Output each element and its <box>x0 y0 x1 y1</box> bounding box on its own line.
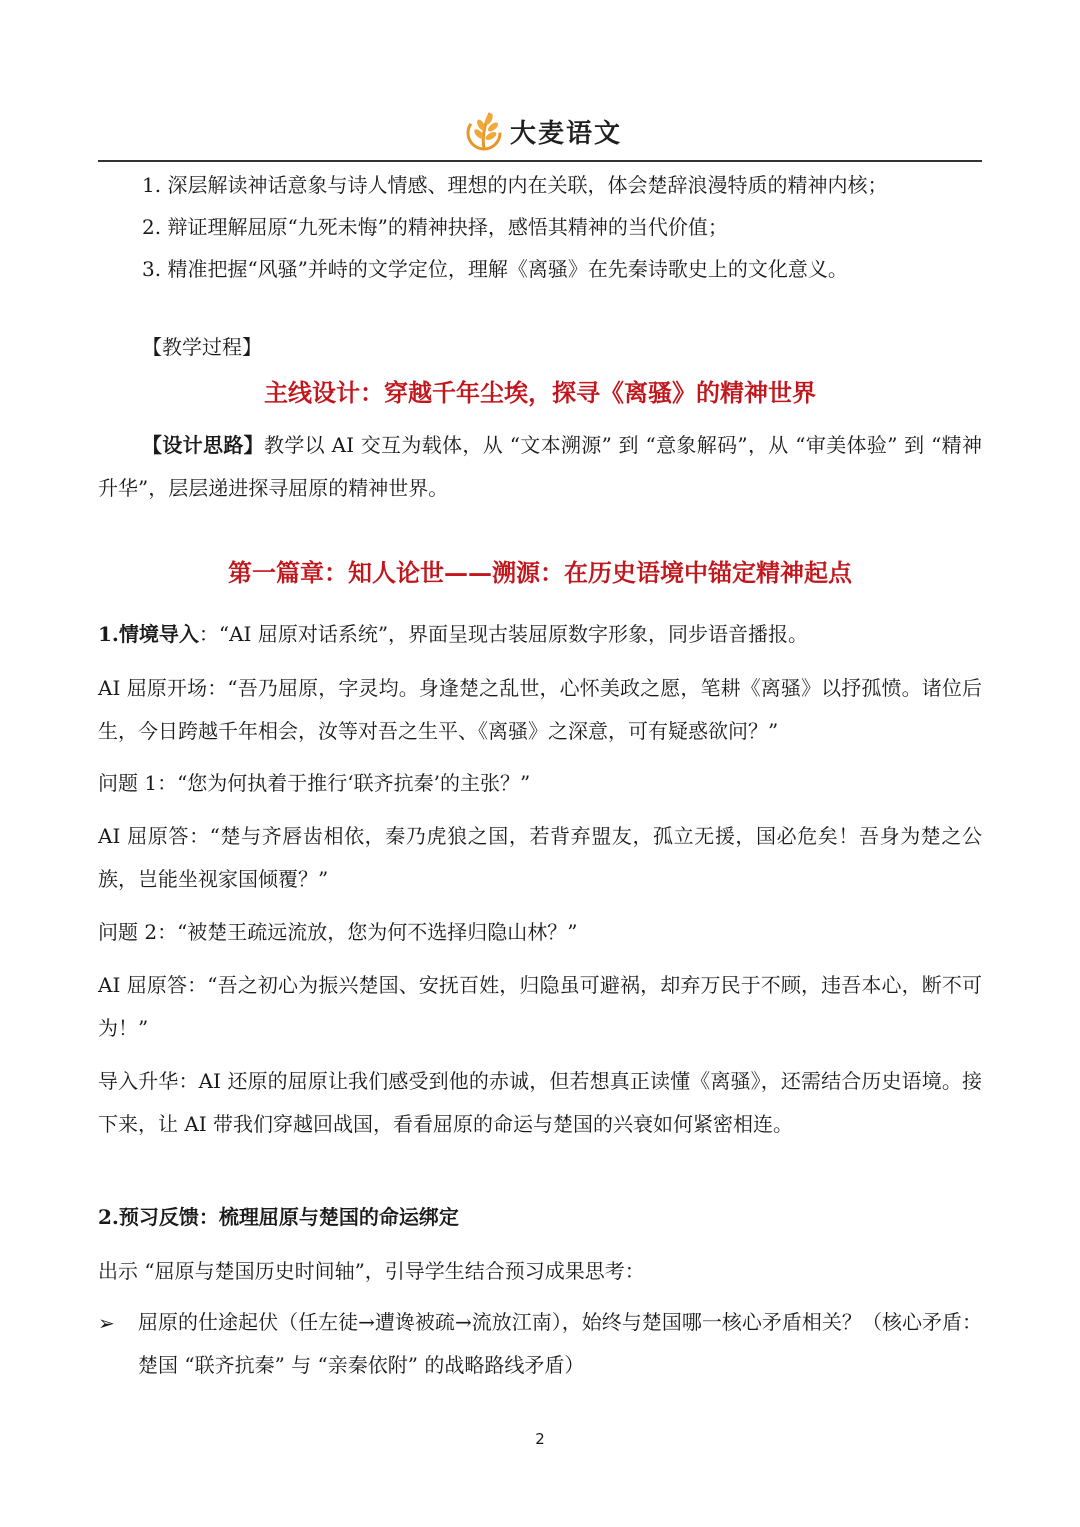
page-number: 2 <box>535 1430 545 1448</box>
section2-heading: 2.预习反馈：梳理屈原与楚国的命运绑定 <box>98 1205 459 1229</box>
dialogue-paragraph: 问题 1：“您为何执着于推行‘联齐抗秦’的主张？” <box>98 771 531 795</box>
teaching-process-label: 【教学过程】 <box>142 335 262 359</box>
main-design-title: 主线设计：穿越千年尘埃，探寻《离骚》的精神世界 <box>264 378 816 407</box>
dialogue-paragraph: 问题 2：“被楚王疏远流放，您为何不选择归隐山林？” <box>98 920 578 944</box>
logo-text: 大麦语文 <box>510 118 623 149</box>
wheat-logo-icon <box>462 107 506 155</box>
dialogue-paragraph: 导入升华：AI 还原的屈原让我们感受到他的赤诚，但若想真正读懂《离骚》，还需结合历史语境。接下来，让 AI 带我们穿越回战国，看看屈原的命运与楚国的兴衰如何紧密相连。 <box>98 1069 982 1136</box>
design-idea-label: 【设计思路】 <box>142 433 264 457</box>
brand-logo <box>462 106 622 156</box>
header-divider <box>98 160 982 162</box>
dialogue-paragraph: AI 屈原开场：“吾乃屈原，字灵均。身逢楚之乱世，心怀美政之愿，笔耕《离骚》以抒孤愤。诸位后生，今日跨越千年相会，汝等对吾之生平、《离骚》之深意，可有疑惑欲问？” <box>98 676 982 743</box>
arrow-bullet-icon: ➢ <box>98 1311 115 1335</box>
section1-heading: 1.情境导入 <box>98 622 199 646</box>
goal-item: 3. 精准把握“风骚”并峙的文学定位，理解《离骚》在先秦诗歌史上的文化意义。 <box>142 257 848 281</box>
goal-item: 2. 辩证理解屈原“九死未悔”的精神抉择，感悟其精神的当代价值； <box>142 215 728 239</box>
design-idea-paragraph <box>98 424 982 510</box>
chapter-title: 第一篇章：知人论世——溯源：在历史语境中锚定精神起点 <box>228 558 852 587</box>
dialogue-paragraph: AI 屈原答：“楚与齐唇齿相依，秦乃虎狼之国，若背弃盟友，孤立无援，国必危矣！吾身为楚之公族，岂能坐视家国倾覆？” <box>98 824 982 891</box>
design-idea-text: 教学以 AI 交互为载体，从 “文本溯源” 到 “意象解码”，从 “审美体验” 到 “精神升华”，层层递进探寻屈原的精神世界。 <box>98 433 983 500</box>
section1-paragraph <box>98 622 982 646</box>
page-header <box>0 102 1080 160</box>
section1-text: ：“AI 屈原对话系统”，界面呈现古装屈原数字形象，同步语音播报。 <box>198 622 809 646</box>
goal-item: 1. 深层解读神话意象与诗人情感、理想的内在关联，体会楚辞浪漫特质的精神内核； <box>142 173 888 197</box>
dialogue-paragraph: AI 屈原答：“吾之初心为振兴楚国、安抚百姓，归隐虽可避祸，却弃万民于不顾，违吾本心，断不可为！” <box>98 973 982 1040</box>
bullet-item <box>98 1301 982 1391</box>
section2-intro: 出示 “屈原与楚国历史时间轴”，引导学生结合预习成果思考： <box>98 1259 645 1283</box>
bullet-text: 屈原的仕途起伏（任左徒→遭谗被疏→流放江南），始终与楚国哪一核心矛盾相关？（核心矛盾：楚国 “联齐抗秦” 与 “亲秦依附” 的战略路线矛盾） <box>138 1310 982 1377</box>
